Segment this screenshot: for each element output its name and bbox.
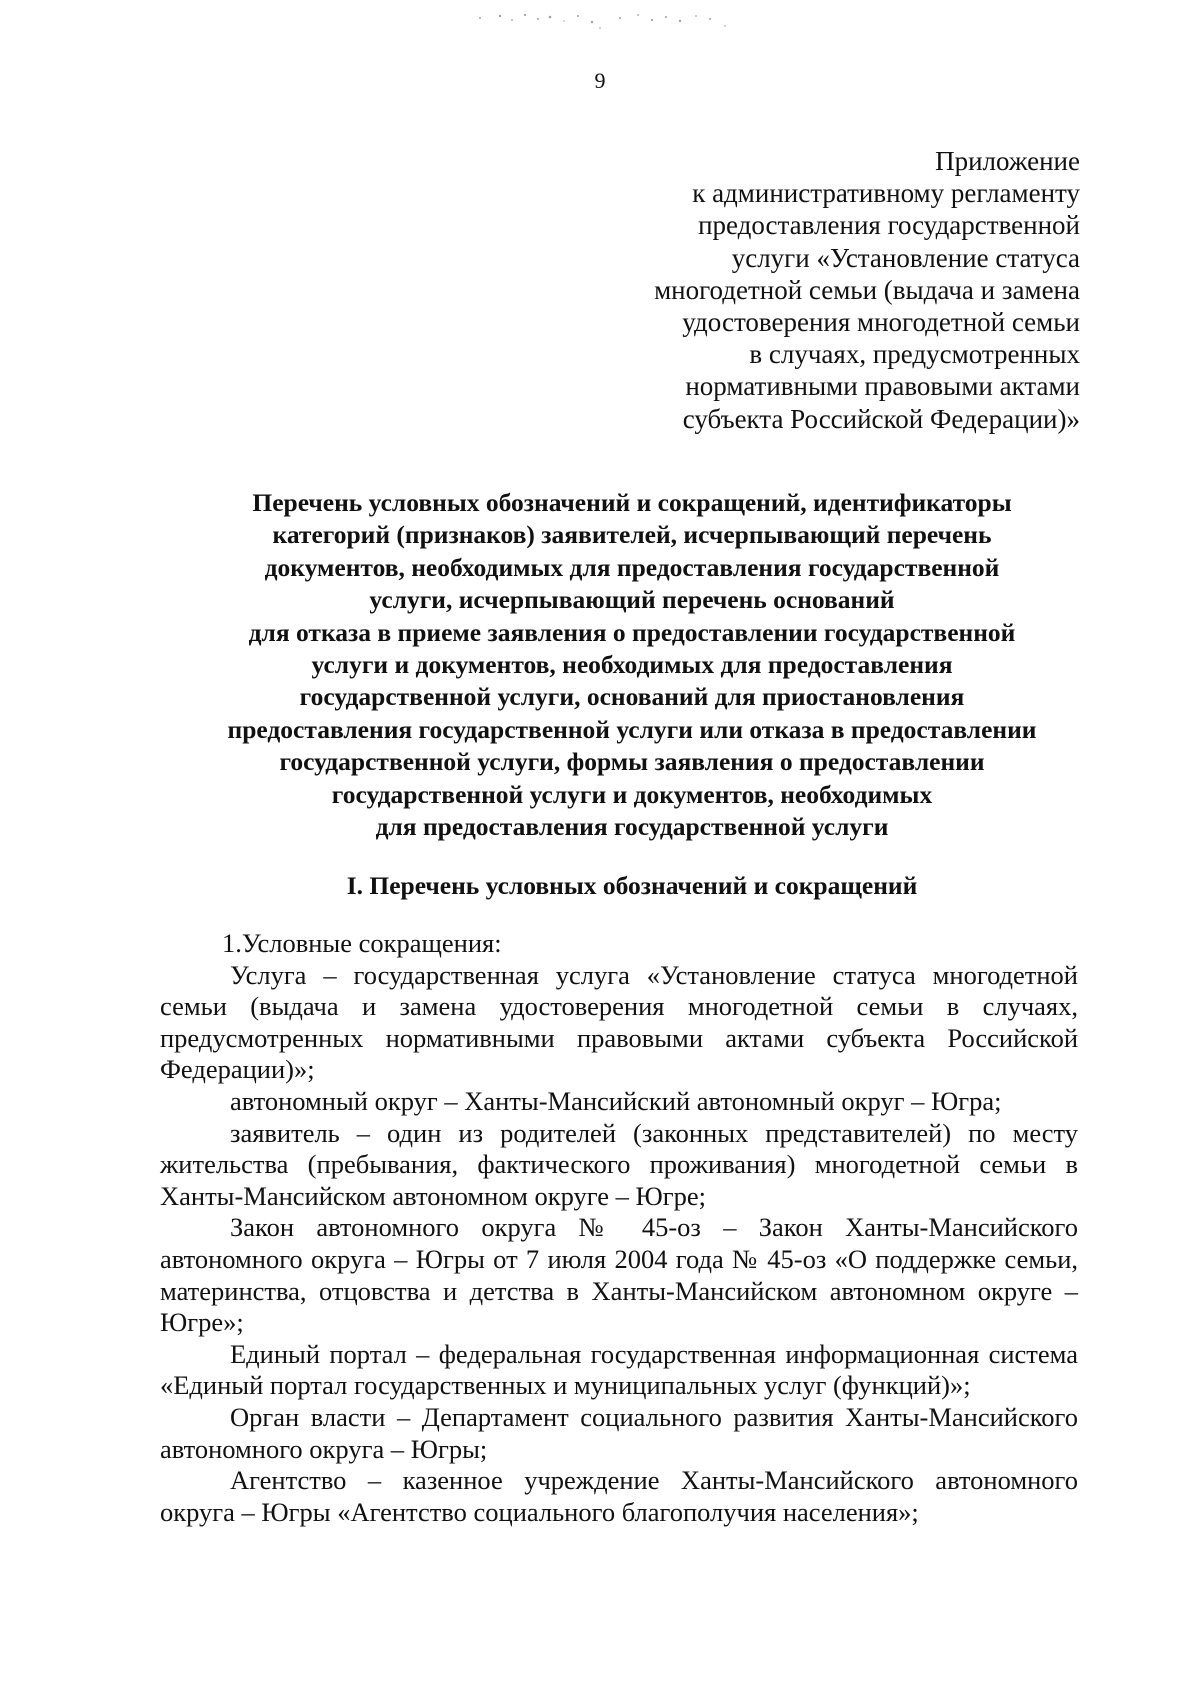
definition-paragraph: Услуга – государственная услуга «Установление статуса многодетной семьи (выдача и замена удостоверения многодетной семьи в случаях, предусмотренных нормативными правовыми актами субъекта Российской Федерации)»; bbox=[160, 959, 1078, 1085]
appendix-header bbox=[520, 145, 1080, 435]
appendix-line: Приложение bbox=[935, 146, 1080, 176]
definition-paragraph: Агентство – казенное учреждение Ханты-Мансийского автономного округа – Югры «Агентство социального благополучия населения»; bbox=[160, 1465, 1078, 1527]
title-line: для предоставления государственной услуги bbox=[375, 812, 889, 842]
title-line: государственной услуги и документов, необходимых bbox=[331, 779, 933, 809]
scan-artifact bbox=[470, 6, 740, 36]
appendix-line: к административному регламенту bbox=[692, 178, 1080, 209]
title-line: услуги, исчерпывающий перечень оснований bbox=[369, 585, 895, 615]
title-line: для отказа в приеме заявления о предоставлении государственной bbox=[248, 617, 1016, 647]
appendix-line: предоставления государственной bbox=[698, 210, 1080, 241]
appendix-line: субъекта Российской Федерации)» bbox=[682, 403, 1080, 434]
list-item-heading: 1.Условные сокращения: bbox=[222, 928, 502, 958]
document-body bbox=[160, 928, 1078, 1528]
definition-paragraph: Орган власти – Департамент социального развития Ханты-Мансийского автономного округа – Югры; bbox=[160, 1401, 1078, 1464]
definition-paragraph: Закон автономного округа № 45-оз – Закон Ханты-Мансийского автономного округа – Югры от 7 июля 2004 года № 45-оз «О поддержке семьи, материнства, отцовства и детства в Ханты-Мансийском автономном округе – Югре»; bbox=[160, 1212, 1078, 1338]
title-line: предоставления государственной услуги или отказа в предоставлении bbox=[227, 714, 1037, 744]
appendix-line: услуги «Установление статуса bbox=[731, 242, 1080, 273]
document-title bbox=[100, 487, 1164, 843]
appendix-line: многодетной семьи (выдача и замена bbox=[654, 274, 1080, 305]
definition-paragraph: заявитель – один из родителей (законных представителей) по месту жительства (пребывания, фактического проживания) многодетной семьи в Ханты-Мансийском автономном округе – Югре; bbox=[160, 1117, 1078, 1211]
section-heading: I. Перечень условных обозначений и сокращений bbox=[346, 871, 918, 900]
title-line: документов, необходимых для предоставления государственной bbox=[264, 552, 1000, 582]
title-line: государственной услуги, формы заявления о предоставлении bbox=[279, 747, 985, 777]
definition-paragraph: автономный округ – Ханты-Мансийский автономный округ – Югра; bbox=[230, 1085, 1002, 1116]
appendix-line: нормативными правовыми актами bbox=[685, 371, 1080, 402]
page-number: 9 bbox=[594, 68, 606, 93]
appendix-line: в случаях, предусмотренных bbox=[749, 339, 1080, 370]
title-line: государственной услуги, оснований для приостановления bbox=[299, 682, 965, 712]
definition-paragraph: Единый портал – федеральная государственная информационная система «Единый портал государственных и муниципальных услуг (функций)»; bbox=[160, 1338, 1078, 1401]
title-line: Перечень условных обозначений и сокращений, идентификаторы bbox=[252, 488, 1012, 517]
title-line: услуги и документов, необходимых для предоставления bbox=[311, 650, 953, 680]
title-line: категорий (признаков) заявителей, исчерпывающий перечень bbox=[272, 520, 992, 550]
appendix-line: удостоверения многодетной семьи bbox=[682, 307, 1080, 338]
